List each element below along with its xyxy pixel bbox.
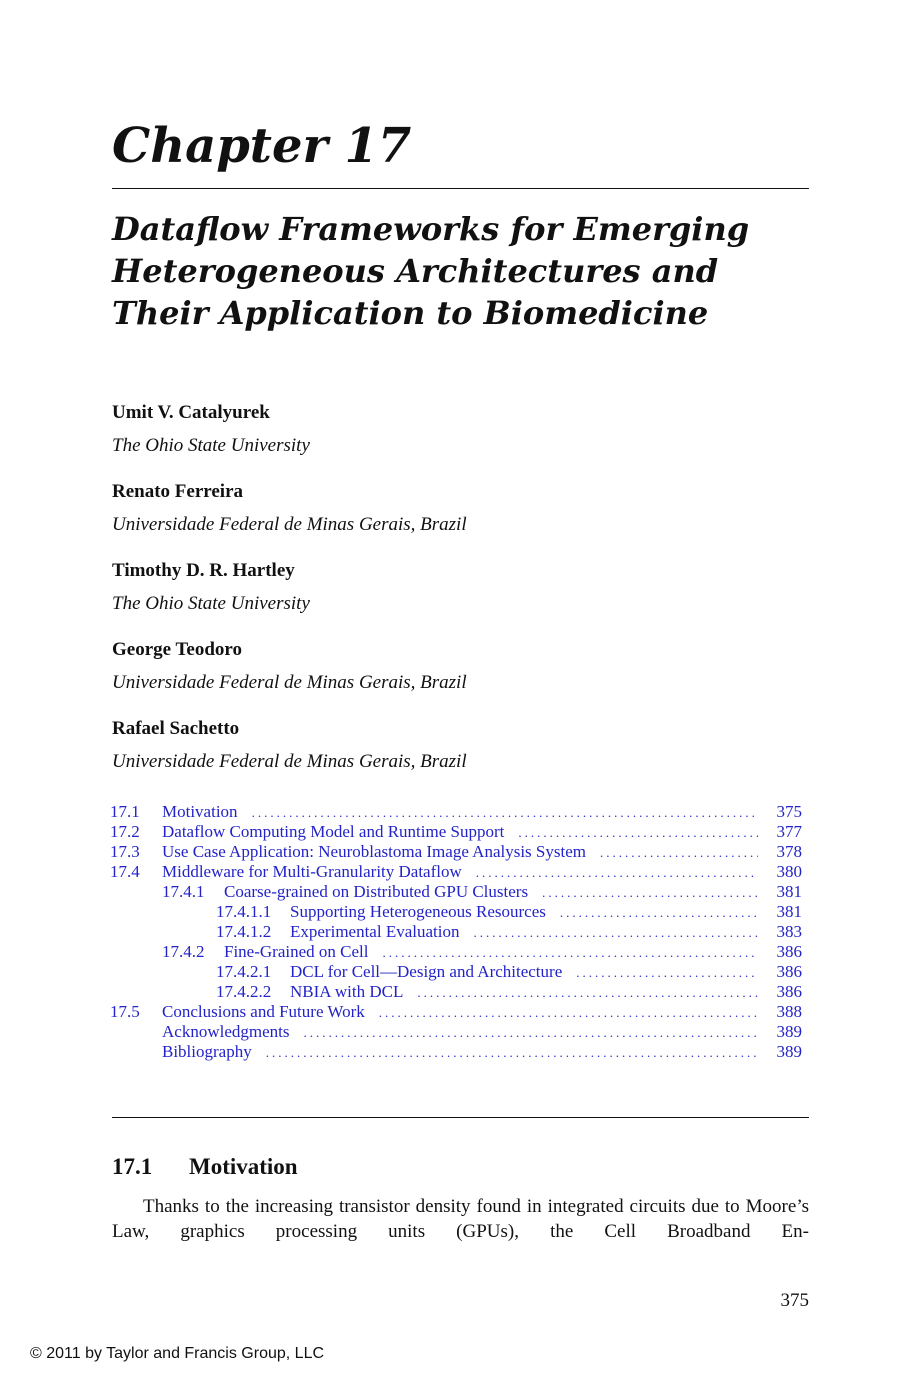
toc-entry-heterogeneous-resources[interactable]	[110, 902, 802, 922]
chapter-label: Chapter 17	[112, 118, 412, 174]
toc-title[interactable]: DCL for Cell—Design and Architecture	[290, 962, 563, 981]
toc-leader-dots	[576, 963, 758, 983]
toc-leader-dots	[560, 903, 758, 923]
author-block	[112, 716, 812, 795]
chapter-title: Dataflow Frameworks for Emerging Heterogeneous Architectures and Their Application to Biomedicine	[112, 210, 750, 332]
toc-page[interactable]: 380	[776, 862, 802, 881]
top-divider	[112, 188, 809, 189]
toc-title[interactable]: Middleware for Multi-Granularity Dataflow	[162, 862, 462, 881]
toc-entry-motivation[interactable]	[110, 802, 802, 822]
toc-title[interactable]: Experimental Evaluation	[290, 922, 460, 941]
toc-title[interactable]: Fine-Grained on Cell	[224, 942, 369, 961]
toc-entry-nbia-dcl[interactable]	[110, 982, 802, 1002]
toc-page[interactable]: 386	[776, 942, 802, 961]
toc-page[interactable]: 377	[776, 822, 802, 841]
author-block	[112, 400, 812, 479]
toc-number: 17.2	[110, 822, 140, 841]
author-affiliation: Universidade Federal de Minas Gerais, Brazil	[112, 672, 467, 693]
toc-number: 17.4.1.1	[216, 902, 272, 921]
toc-title[interactable]: NBIA with DCL	[290, 982, 404, 1001]
toc-entry-middleware[interactable]	[110, 862, 802, 882]
toc-entry-coarse-grained[interactable]	[110, 882, 802, 902]
toc-title[interactable]: Motivation	[162, 802, 238, 821]
toc-leader-dots	[252, 803, 758, 823]
toc-leader-dots	[518, 823, 758, 843]
toc-leader-dots	[473, 923, 758, 943]
toc-page[interactable]: 389	[776, 1042, 802, 1061]
toc-number: 17.3	[110, 842, 140, 861]
toc-entry-use-case[interactable]	[110, 842, 802, 862]
toc-title[interactable]: Bibliography	[162, 1042, 252, 1061]
toc-entry-fine-grained[interactable]	[110, 942, 802, 962]
toc-entry-bibliography[interactable]	[110, 1042, 802, 1062]
section-number: 17.1	[112, 1154, 153, 1179]
toc-number: 17.1	[110, 802, 140, 821]
author-name: Renato Ferreira	[112, 481, 244, 502]
toc-page[interactable]: 375	[776, 802, 802, 821]
toc-entry-acknowledgments[interactable]	[110, 1022, 802, 1042]
toc-title[interactable]: Use Case Application: Neuroblastoma Image Analysis System	[162, 842, 586, 861]
toc-leader-dots	[417, 983, 758, 1003]
author-list	[112, 400, 812, 795]
toc-number: 17.4.2.2	[216, 982, 272, 1001]
toc-title[interactable]: Conclusions and Future Work	[162, 1002, 365, 1021]
page-number: 375	[780, 1290, 809, 1311]
toc-page[interactable]: 389	[776, 1022, 802, 1041]
toc-entry-experimental-evaluation[interactable]	[110, 922, 802, 942]
author-block	[112, 479, 812, 558]
toc-leader-dots	[266, 1043, 758, 1063]
toc-page[interactable]: 383	[776, 922, 802, 941]
author-affiliation: Universidade Federal de Minas Gerais, Brazil	[112, 751, 467, 772]
author-name: Umit V. Catalyurek	[112, 402, 270, 423]
section-title: Motivation	[189, 1154, 298, 1179]
toc-number: 17.4.1	[162, 882, 205, 901]
toc-entry-dataflow-model[interactable]	[110, 822, 802, 842]
section-heading	[112, 1152, 298, 1182]
toc-title[interactable]: Supporting Heterogeneous Resources	[290, 902, 546, 921]
author-block	[112, 558, 812, 637]
author-affiliation: The Ohio State University	[112, 593, 310, 614]
author-affiliation: The Ohio State University	[112, 435, 310, 456]
toc-leader-dots	[600, 843, 758, 863]
toc-page[interactable]: 381	[776, 882, 802, 901]
toc-title[interactable]: Acknowledgments	[162, 1022, 290, 1041]
toc-leader-dots	[303, 1023, 758, 1043]
table-of-contents	[110, 802, 802, 1062]
toc-leader-dots	[382, 943, 758, 963]
toc-number: 17.5	[110, 1002, 140, 1021]
toc-leader-dots	[379, 1003, 758, 1023]
toc-page[interactable]: 386	[776, 962, 802, 981]
toc-page[interactable]: 388	[776, 1002, 802, 1021]
toc-number: 17.4.1.2	[216, 922, 272, 941]
author-name: Timothy D. R. Hartley	[112, 560, 295, 581]
toc-leader-dots	[542, 883, 758, 903]
toc-leader-dots	[476, 863, 758, 883]
toc-title[interactable]: Coarse-grained on Distributed GPU Clusters	[224, 882, 529, 901]
author-block	[112, 637, 812, 716]
toc-number: 17.4	[110, 862, 140, 881]
toc-number: 17.4.2	[162, 942, 205, 961]
author-name: Rafael Sachetto	[112, 718, 240, 739]
author-name: George Teodoro	[112, 639, 243, 660]
toc-entry-conclusions[interactable]	[110, 1002, 802, 1022]
section-divider	[112, 1117, 809, 1118]
toc-page[interactable]: 386	[776, 982, 802, 1001]
copyright-notice: © 2011 by Taylor and Francis Group, LLC	[30, 1345, 325, 1362]
toc-entry-dcl-design[interactable]	[110, 962, 802, 982]
author-affiliation: Universidade Federal de Minas Gerais, Brazil	[112, 514, 467, 535]
body-paragraph: Thanks to the increasing transistor density found in integrated circuits due to Moore’s Law, graphics processing units (GPUs), the Cell Broadband En-	[112, 1196, 809, 1242]
toc-page[interactable]: 381	[776, 902, 802, 921]
toc-title[interactable]: Dataflow Computing Model and Runtime Support	[162, 822, 505, 841]
toc-number: 17.4.2.1	[216, 962, 272, 981]
toc-page[interactable]: 378	[776, 842, 802, 861]
